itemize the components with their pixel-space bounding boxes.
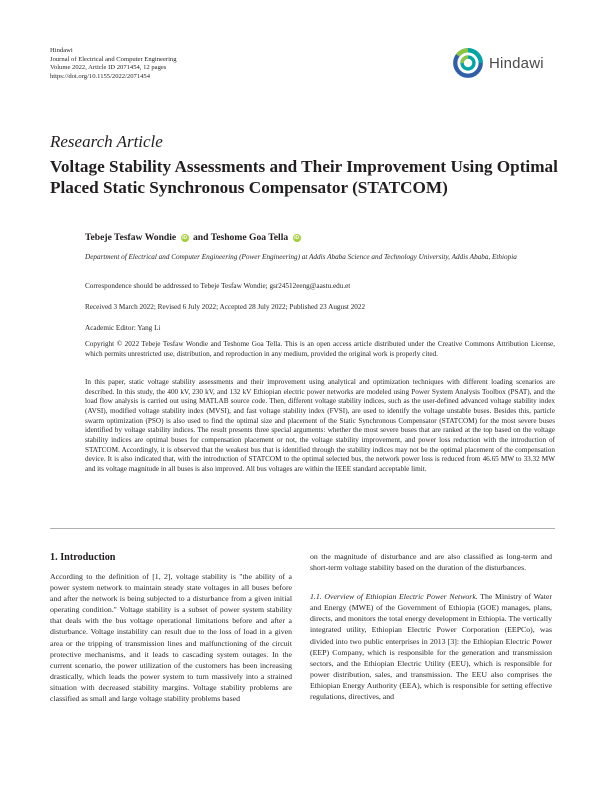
subsection-paragraph (310, 591, 552, 702)
academic-editor: Academic Editor: Yang Li (85, 324, 161, 332)
continued-paragraph: on the magnitude of disturbance and are also classified as long-term and short-term voltage stability based on the duration of the disturbances. (310, 552, 552, 573)
subsection-text: The Ministry of Water and Energy (MWE) of the Government of Ethiopia (GOE) manages, plans, directs, and monitors the total energy development in Ethiopia. The vertically integrated utility, Ethiopian Electric Power Corporation (EEPCo), was divided into two public enterprises in 2013 [3]: the Ethiopian Electric Power (EEP) Company, which is responsible for the generation and transmission sectors, and the Ethiopian Electric Utility (EEU), which is responsible for power distribution, sales, and transmission. The EEU also comprises the Ethiopian Energy Authority (EEA), which is responsible for setting effective regulations, directives, and (310, 592, 552, 702)
abstract: In this paper, static voltage stability assessments and their improvement using analytical and optimization techniques with different loading scenarios are described. In this study, the 400 kV, 230 kV, and 132 kV Ethiopian electric power networks are modeled using Power System Analysis Toolbox (PSAT), and the load flow analysis is carried out using MATLAB source code. Then, different voltage stability indices, such as the user-defined advanced voltage stability index (AVSI), modified voltage stability index (MVSI), and fast voltage stability index (FVSI), are used to identify the voltage unstable buses. Besides this, particle swarm optimization (PSO) is also used to find the optimal size and placement of the Static Synchronous Compensator (STATCOM) for the most severe buses identified by voltage stability indices. The result presents three special arguments: whether the most severe buses that are ranked at the top based on the voltage stability indices are optimal buses for compensation placement or not, the voltage stability improvement, and power loss reduction with the introduction of STATCOM. Accordingly, it is observed that the weakest bus that is identified through the stability indices may not be the optimal placement of the compensation device. It is also indicated that, with the introduction of STATCOM to the optimal selected bus, the network power loss is reduced from 46.65 MW to 33.32 MW and its voltage magnitude in all buses is also improved. All bus voltages are within the IEEE standard acceptable limit. (85, 378, 555, 473)
hindawi-rings-icon (451, 46, 485, 80)
intro-paragraph: According to the definition of [1, 2], voltage stability is "the ability of a power system network to maintain steady state voltages in all buses before and after the network is being subjected to a disturbance from a given initial operating condition." Voltage stability is a subset of power system stability that deals with the bus voltage operational limitations before and after a disturbance. Voltage instability can result due to the loss of load in a given area or the tripping of transmission lines and malfunctioning of the circuit protective mechanisms, and it leads to cascading system outages. In the current scenario, the power utilization of the customers has been increasing drastically, which leads the power system to turn massively into a strained situation with decreased stability margins. Voltage stability problems are classified as small and large voltage stability problems based (50, 572, 292, 704)
orcid-icon[interactable]: iD (182, 235, 188, 241)
volume-info: Volume 2022, Article ID 2071454, 12 pages (50, 64, 167, 72)
article-type: Research Article (50, 132, 163, 151)
author-line (85, 232, 303, 243)
article-title: Voltage Stability Assessments and Their Improvement Using Optimal Placed Static Synchronous Compensator (STATCOM) (50, 157, 558, 197)
author-2[interactable]: Teshome Goa Tella (210, 232, 289, 243)
subsection-title: 1.1. Overview of Ethiopian Electric Power Network. (310, 592, 478, 602)
publisher-name: Hindawi (50, 47, 73, 54)
correspondence: Correspondence should be addressed to Tebeje Tesfaw Wondie; gsr24512eeng@aastu.edu.et (85, 282, 351, 290)
logo-wordmark: Hindawi (489, 54, 544, 72)
author-1[interactable]: Tebeje Tesfaw Wondie (85, 232, 177, 243)
right-column (310, 551, 552, 702)
orcid-icon[interactable]: iD (294, 235, 300, 241)
publication-dates: Received 3 March 2022; Revised 6 July 2022; Accepted 28 July 2022; Published 23 August 2022 (85, 303, 366, 311)
section-heading: 1. Introduction (50, 552, 116, 563)
copyright-notice: Copyright © 2022 Tebeje Tesfaw Wondie and Teshome Goa Tella. This is an open access article distributed under the Creative Commons Attribution License, which permits unrestricted use, distribution, and reproduction in any medium, provided the original work is properly cited. (85, 340, 555, 358)
journal-name: Journal of Electrical and Computer Engineering (50, 55, 177, 63)
doi-link[interactable]: https://doi.org/10.1155/2022/2071454 (50, 73, 151, 81)
author-connector: and (192, 232, 209, 243)
left-column (50, 551, 292, 704)
affiliation: Department of Electrical and Computer Engineering (Power Engineering) at Addis Ababa Science and Technology University, Addis Ababa, Ethiopia (85, 253, 517, 261)
section-divider (50, 528, 555, 529)
hindawi-logo (451, 44, 556, 82)
journal-meta (50, 47, 310, 82)
